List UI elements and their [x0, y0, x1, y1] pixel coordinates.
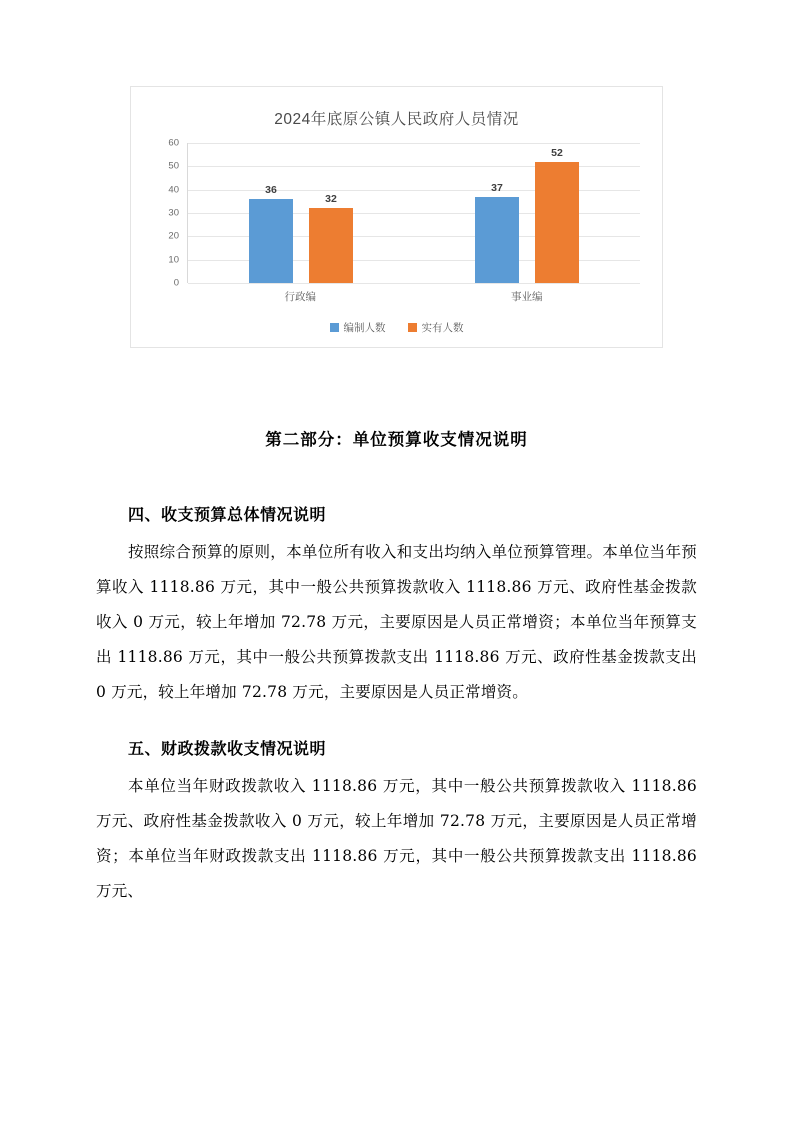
- bar-group-xingzhengbian: [188, 143, 414, 283]
- chart-plot-area: [157, 137, 640, 289]
- chart-title: 2024年底原公镇人民政府人员情况: [274, 111, 519, 128]
- x-label: 事业编: [511, 291, 543, 303]
- legend-swatch-icon: [330, 323, 339, 332]
- gridline: [188, 283, 640, 284]
- section-five-paragraph: 本单位当年财政拨款收入 1118.86 万元，其中一般公共预算拨款收入 1118.86 万元、政府性基金拨款收入 0 万元，较上年增加 72.78 万元，主要原因是人员正常增资；本单位当年财政拨款支出 1118.86 万元，其中一般公共预算拨款支出 1118.86 万元、: [96, 777, 697, 900]
- bar-value-label: 52: [551, 146, 563, 159]
- y-tick: 0: [173, 277, 179, 289]
- chart-legend: [131, 320, 662, 335]
- legend-item-actual: [408, 320, 464, 335]
- bar-group-shiyebian: [414, 143, 640, 283]
- bar-value-label: 32: [325, 193, 337, 206]
- legend-label: 实有人数: [421, 322, 464, 334]
- y-tick: 40: [168, 184, 179, 196]
- bar-value-label: 37: [491, 181, 503, 194]
- part-heading: 第二部分：单位预算收支情况说明: [265, 430, 528, 449]
- bar-actual-administrative: [309, 193, 353, 283]
- plot: [187, 143, 640, 283]
- y-tick: 60: [168, 137, 179, 149]
- x-label: 行政编: [284, 291, 316, 303]
- legend-label: 编制人数: [343, 322, 386, 334]
- bar-actual-institutional: [535, 146, 579, 283]
- legend-item-quota: [330, 320, 386, 335]
- section-four-paragraph: 按照综合预算的原则，本单位所有收入和支出均纳入单位预算管理。本单位当年预算收入 1118.86 万元，其中一般公共预算拨款收入 1118.86 万元、政府性基金拨款收入 0 万元，较上年增加 72.78 万元，主要原因是人员正常增资；本单位当年预算支出 1118.86 万元，其中一般公共预算拨款支出 1118.86 万元、政府性基金拨款支出 0 万元，较上年增加 72.78 万元，主要原因是人员正常增资。: [96, 543, 697, 701]
- y-tick: 20: [168, 230, 179, 242]
- y-tick: 10: [168, 254, 179, 266]
- legend-swatch-icon: [408, 323, 417, 332]
- section-five-heading: 五、财政拨款收支情况说明: [128, 739, 327, 758]
- y-axis: [157, 137, 183, 289]
- bar-groups: [188, 143, 640, 283]
- bar-value-label: 36: [265, 184, 277, 196]
- y-tick: 50: [168, 160, 179, 172]
- bar-quota-administrative: [249, 184, 293, 283]
- staffing-bar-chart: [130, 86, 663, 348]
- bar-quota-institutional: [475, 181, 519, 283]
- section-four-heading: 四、收支预算总体情况说明: [128, 505, 327, 524]
- x-axis-labels: [187, 289, 640, 304]
- y-tick: 30: [168, 207, 179, 219]
